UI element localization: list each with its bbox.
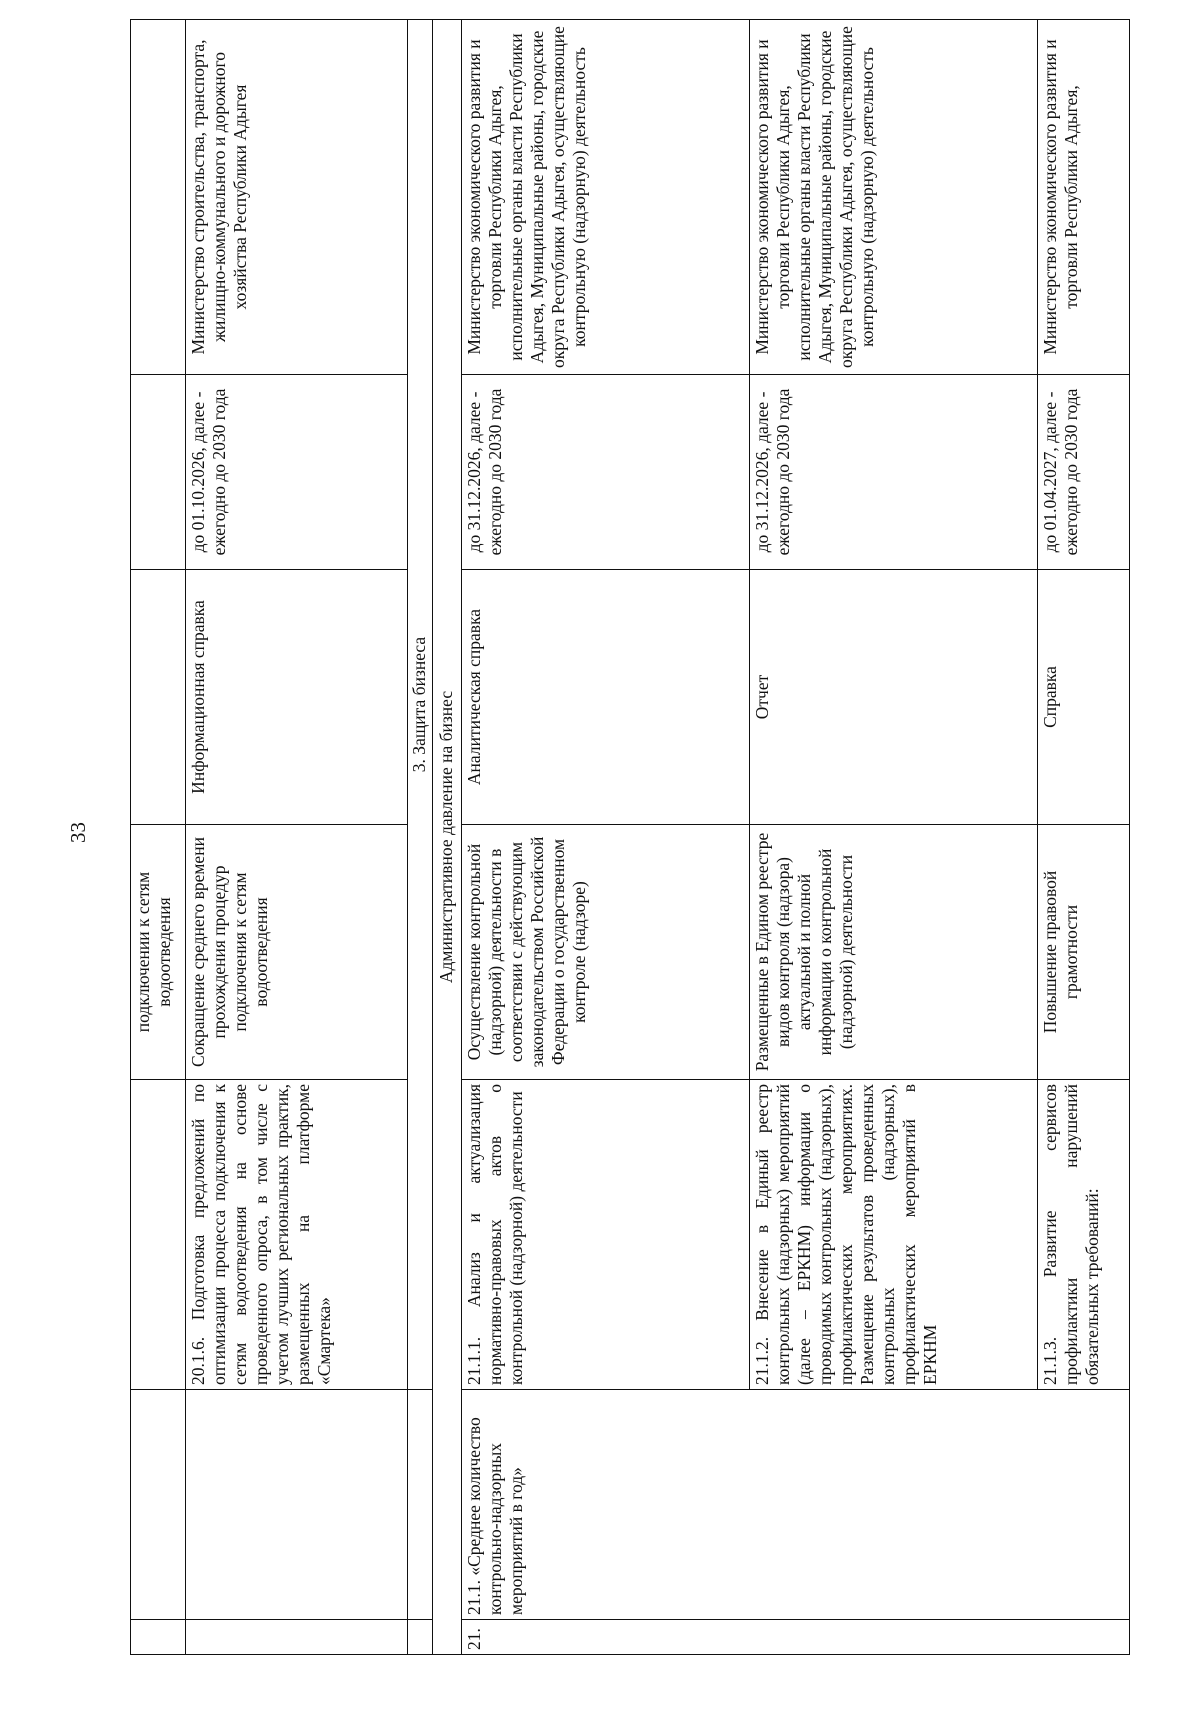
- cell-indicator: [186, 1390, 407, 1620]
- cell-doc: [131, 570, 186, 825]
- cell-activity: подключении к сетям водоотведения: [131, 825, 186, 1080]
- cell-num: [186, 1620, 407, 1655]
- cell-resp: Министерство экономического развития и торговли Республики Адыгея, исполнительные органы власти Республики Адыгея, Муниципальные районы, городские округа Республики Адыгея, осуществляющие контрольную (надзорную) деятельность: [749, 20, 1037, 375]
- page-number: 33: [66, 822, 90, 843]
- table-row: [131, 20, 186, 1655]
- cell-resp: Министерство экономического развития и торговли Республики Адыгея, исполнительные органы власти Республики Адыгея, Муниципальные районы, городские округа Республики Адыгея, осуществляющие контрольную (надзорную) деятельность: [461, 20, 749, 375]
- plan-table: [130, 19, 1130, 1655]
- table-row: [407, 20, 433, 1655]
- cell-date: до 31.12.2026, далее - ежегодно до 2030 года: [749, 375, 1037, 570]
- cell-doc: Аналитическая справка: [461, 570, 749, 825]
- cell-resp: [131, 20, 186, 375]
- cell-indicator: [131, 1390, 186, 1620]
- cell-action: 21.1.2. Внесение в Единый реестр контрольных (надзорных) мероприятий (далее – ЕРКНМ) информации о проводимых контрольных (надзорных), профилактических мероприятиях. Размещение результатов проведенных контрольных (надзорных), профилактических мероприятий в ЕРКНМ: [749, 1080, 1037, 1390]
- cell-num: [131, 1620, 186, 1655]
- cell-num: 21.: [461, 1620, 1129, 1655]
- cell-indicator: [407, 1390, 433, 1620]
- cell-num: [407, 1620, 433, 1655]
- cell-doc: Справка: [1038, 570, 1130, 825]
- table-row: [186, 20, 407, 1655]
- cell-action: 21.1.3. Развитие сервисов профилактики нарушений обязательных требований:: [1038, 1080, 1130, 1390]
- cell-resp: Министерство экономического развития и торговли Республики Адыгея,: [1038, 20, 1130, 375]
- table-row: [461, 20, 749, 1655]
- cell-doc: Отчет: [749, 570, 1037, 825]
- table-row: [433, 20, 461, 1655]
- cell-activity: Сокращение среднего времени прохождения процедур подключения к сетям водоотведения: [186, 825, 407, 1080]
- section-title: 3. Защита бизнеса: [407, 20, 433, 1390]
- cell-activity: Повышение правовой грамотности: [1038, 825, 1130, 1080]
- cell-indicator: 21.1. «Среднее количество контрольно-надзорных мероприятий в год»: [461, 1390, 1129, 1620]
- subsection-title: Административное давление на бизнес: [433, 20, 461, 1655]
- cell-date: [131, 375, 186, 570]
- cell-resp: Министерство строительства, транспорта, жилищно-коммунального и дорожного хозяйства Республики Адыгея: [186, 20, 407, 375]
- cell-action: 20.1.6. Подготовка предложений по оптимизации процесса подключения к сетям водоотведения на основе проведенного опроса, в том числе с учетом лучших региональных практик, размещенных на платформе «Смартека»: [186, 1080, 407, 1390]
- cell-date: до 31.12.2026, далее - ежегодно до 2030 года: [461, 375, 749, 570]
- cell-action: [131, 1080, 186, 1390]
- rotated-table-wrapper: [130, 20, 1130, 1655]
- cell-doc: Информационная справка: [186, 570, 407, 825]
- cell-activity: Размещенные в Едином реестре видов контроля (надзора) актуальной и полной информации о контрольной (надзорной) деятельности: [749, 825, 1037, 1080]
- cell-date: до 01.10.2026, далее - ежегодно до 2030 года: [186, 375, 407, 570]
- cell-activity: Осуществление контрольной (надзорной) деятельности в соответствии с действующим законодательством Российской Федерации о государственном контроле (надзоре): [461, 825, 749, 1080]
- cell-date: до 01.04.2027, далее - ежегодно до 2030 года: [1038, 375, 1130, 570]
- cell-action: 21.1.1. Анализ и актуализация нормативно-правовых актов о контрольной (надзорной) деятельности: [461, 1080, 749, 1390]
